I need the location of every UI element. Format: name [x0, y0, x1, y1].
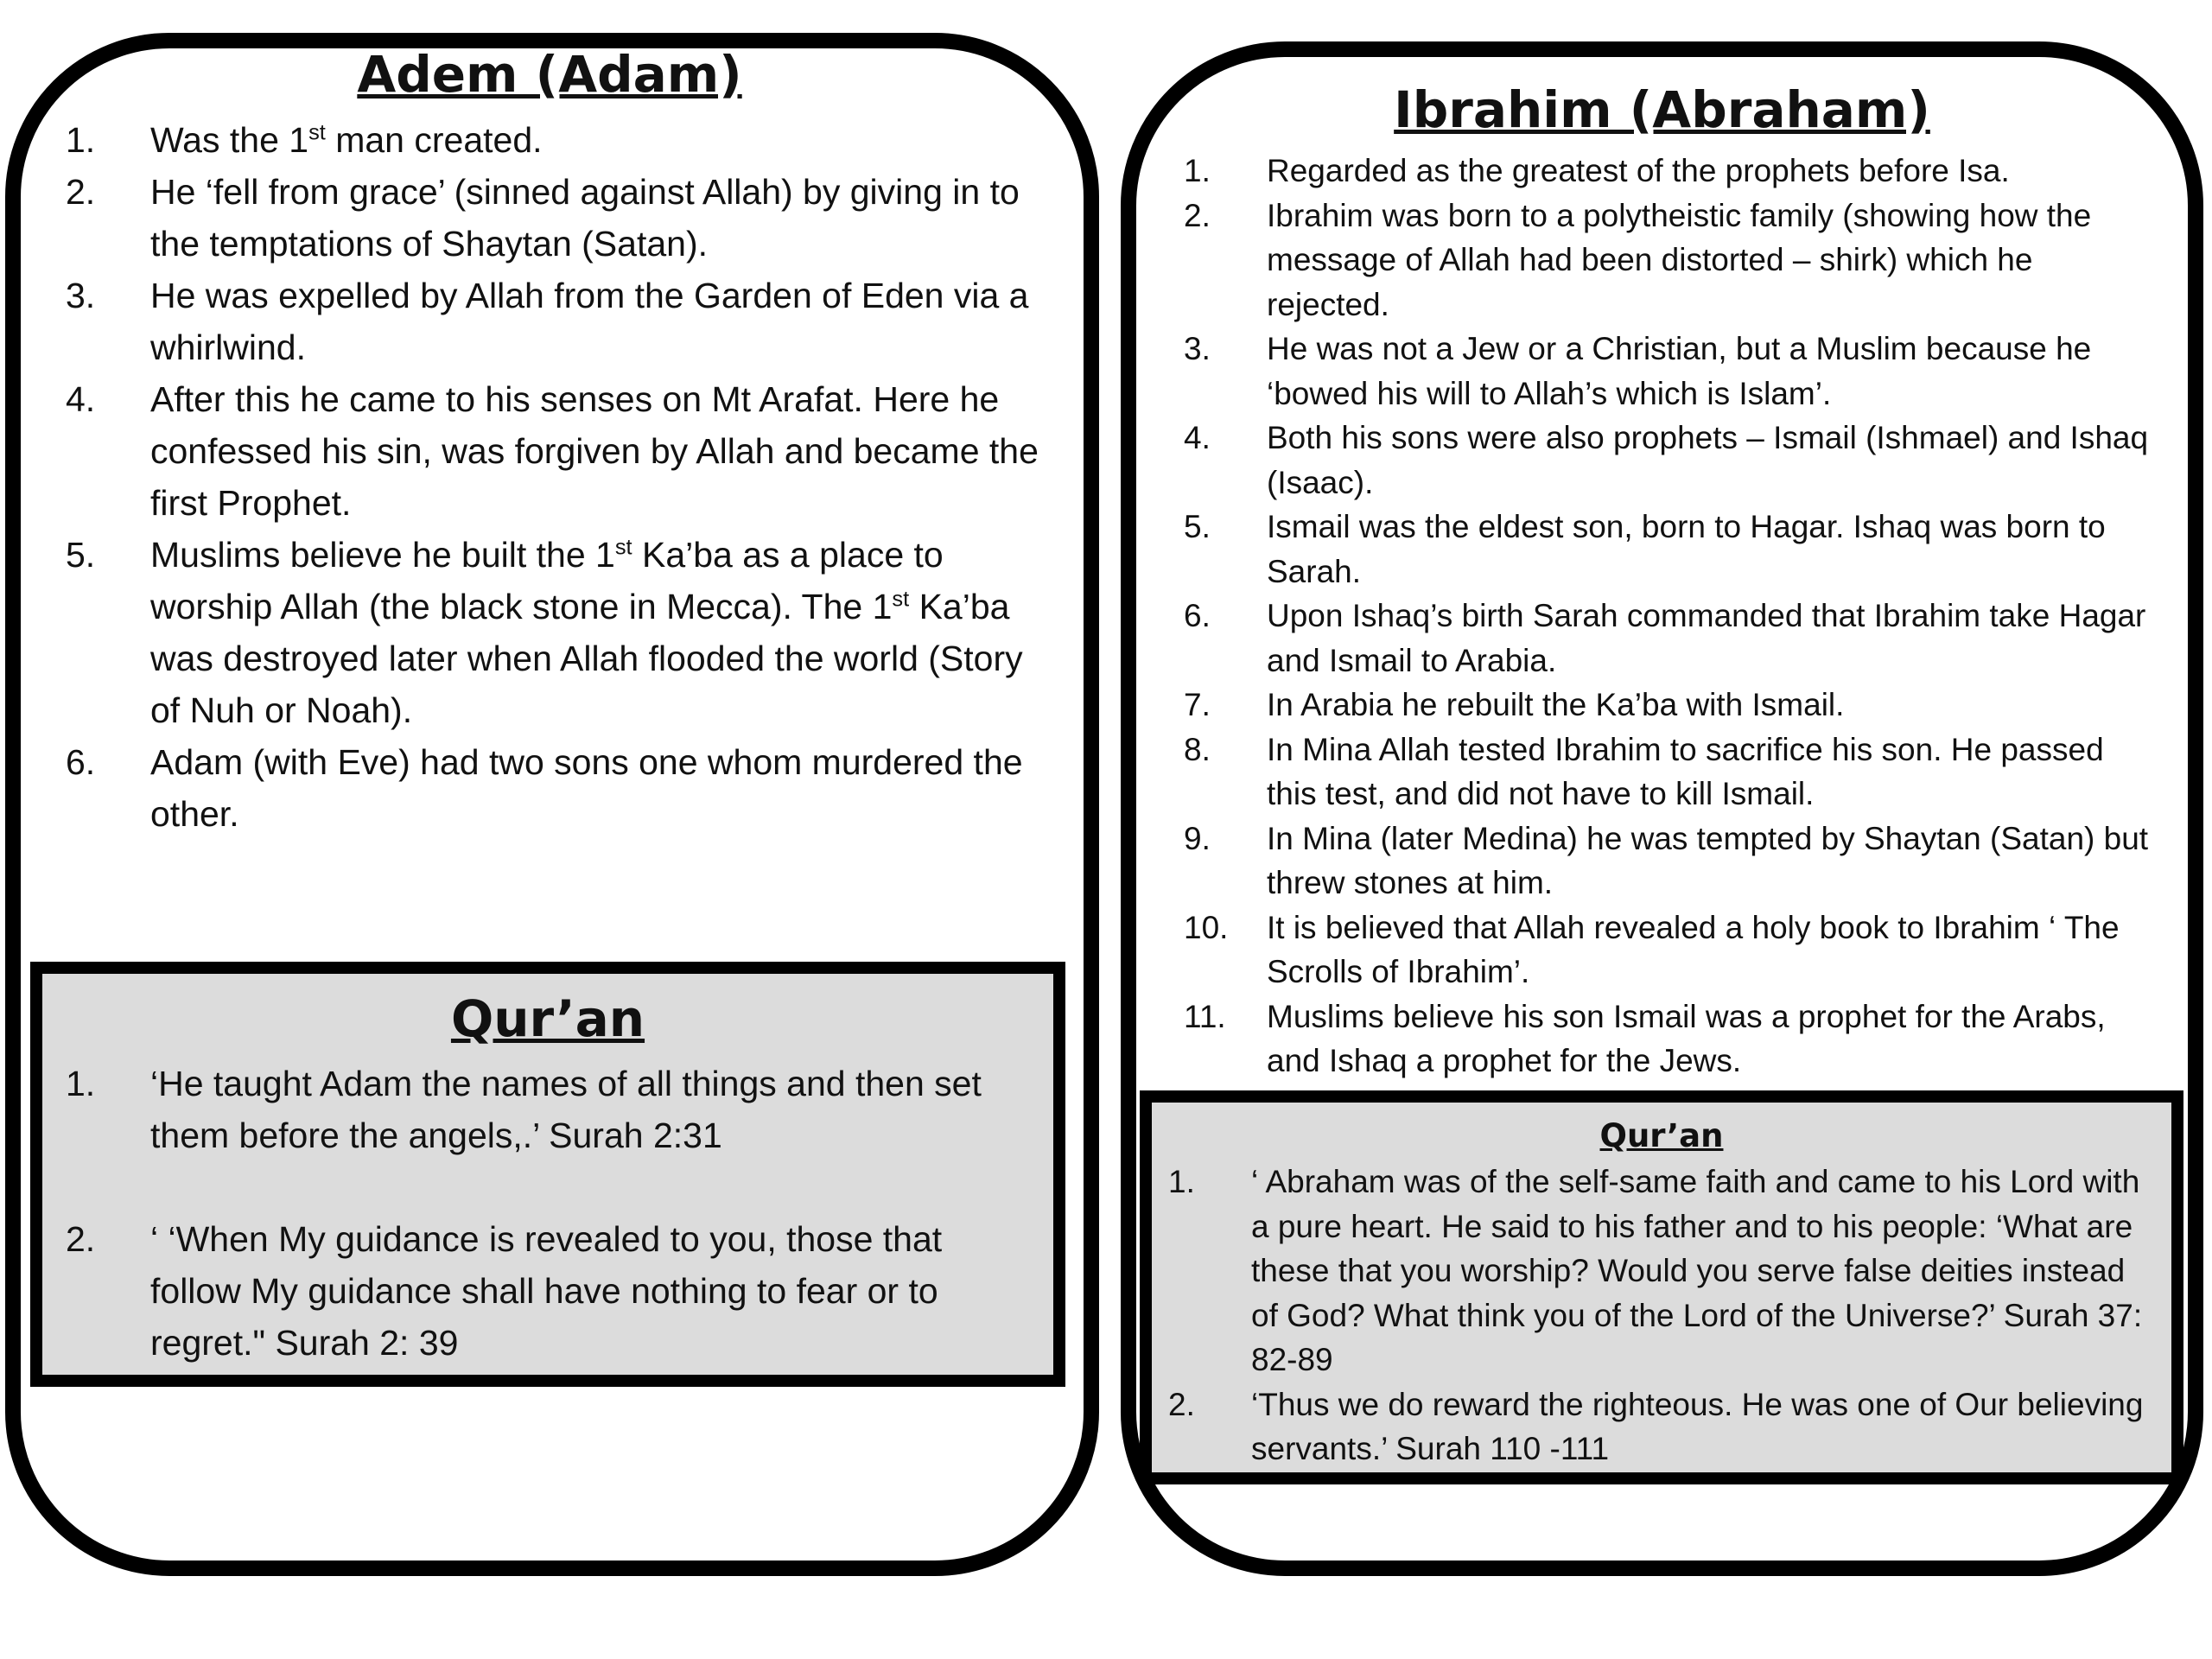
- list-item: 10. It is believed that Allah revealed a holy book to Ibrahim ‘ The Scrolls of Ibrahim’.: [1184, 909, 2120, 989]
- list-item: 2. Ibrahim was born to a polytheistic family (showing how the message of Allah had been distorted – shirk) which he rejected.: [1184, 197, 2092, 322]
- list-item: 2. ‘ ‘When My guidance is revealed to you, those that follow My guidance shall have nothing to fear or to regret." Surah 2: 39: [66, 1219, 943, 1363]
- list-item: 9. In Mina (later Medina) he was tempted by Shaytan (Satan) but threw stones at him.: [1184, 820, 2149, 900]
- list-item: 8. In Mina Allah tested Ibrahim to sacrifice his son. He passed this test, and did not have to kill Ismail.: [1184, 731, 2104, 811]
- list-item: 6. Upon Ishaq’s birth Sarah commanded that Ibrahim take Hagar and Ismail to Arabia.: [1184, 598, 2146, 678]
- list-item: 1. ‘ Abraham was of the self-same faith and came to his Lord with a pure heart. He said to his father and to his people: ‘What are these that you worship? Would you serve false deities instead of God? What think you of the Lord of the Universe?’ Surah 37: 82-89: [1168, 1164, 2143, 1377]
- ibrahim-quran-list: [1168, 1160, 2145, 1471]
- list-item: 11. Muslims believe his son Ismail was a prophet for the Arabs, and Ishaq a prophet for the Jews.: [1184, 998, 2106, 1078]
- list-item: 4. Both his sons were also prophets – Ismail (Ishmael) and Ishaq (Isaac).: [1184, 420, 2149, 500]
- adam-quran-list: [66, 1058, 1042, 1369]
- ibrahim-title: Ibrahim (Abraham): [1394, 80, 1930, 139]
- list-item: 2. ‘Thus we do reward the righteous. He was one of Our believing servants.’ Surah 110 -111: [1168, 1386, 2144, 1466]
- list-item: 1. Was the 1st man created.: [66, 120, 543, 160]
- ibrahim-facts-list: [1184, 149, 2156, 1084]
- adam-facts-list: [66, 114, 1042, 840]
- list-item: 7. In Arabia he rebuilt the Ka’ba with Ismail.: [1184, 687, 1845, 722]
- list-item: 6. Adam (with Eve) had two sons one whom murdered the other.: [66, 742, 1023, 834]
- list-item: 2. He ‘fell from grace’ (sinned against Allah) by giving in to the temptations of Shaytan (Satan).: [66, 172, 1020, 264]
- list-item: 4. After this he came to his senses on Mt Arafat. Here he confessed his sin, was forgiven by Allah and became the first Prophet.: [66, 379, 1039, 523]
- list-item: 5. Ismail was the eldest son, born to Hagar. Ishaq was born to Sarah.: [1184, 509, 2106, 589]
- list-item: 5. Muslims believe he built the 1st Ka’ba as a place to worship Allah (the black stone in Mecca). The 1st Ka’ba was destroyed later when Allah flooded the world (Story of Nuh or Noah).: [66, 535, 1023, 730]
- ibrahim-quran-title: Qur’an: [1599, 1117, 1724, 1154]
- list-item: 1. Regarded as the greatest of the prophets before Isa.: [1184, 153, 2010, 188]
- list-item: 3. He was not a Jew or a Christian, but a Muslim because he ‘bowed his will to Allah’s which is Islam’.: [1184, 331, 2092, 411]
- adam-quran-title: Qur’an: [450, 989, 645, 1048]
- list-item: 1. ‘He taught Adam the names of all things and then set them before the angels,.’ Surah 2:31: [66, 1064, 982, 1155]
- adam-title: Adem (Adam): [357, 45, 742, 104]
- list-item: 3. He was expelled by Allah from the Garden of Eden via a whirlwind.: [66, 276, 1029, 367]
